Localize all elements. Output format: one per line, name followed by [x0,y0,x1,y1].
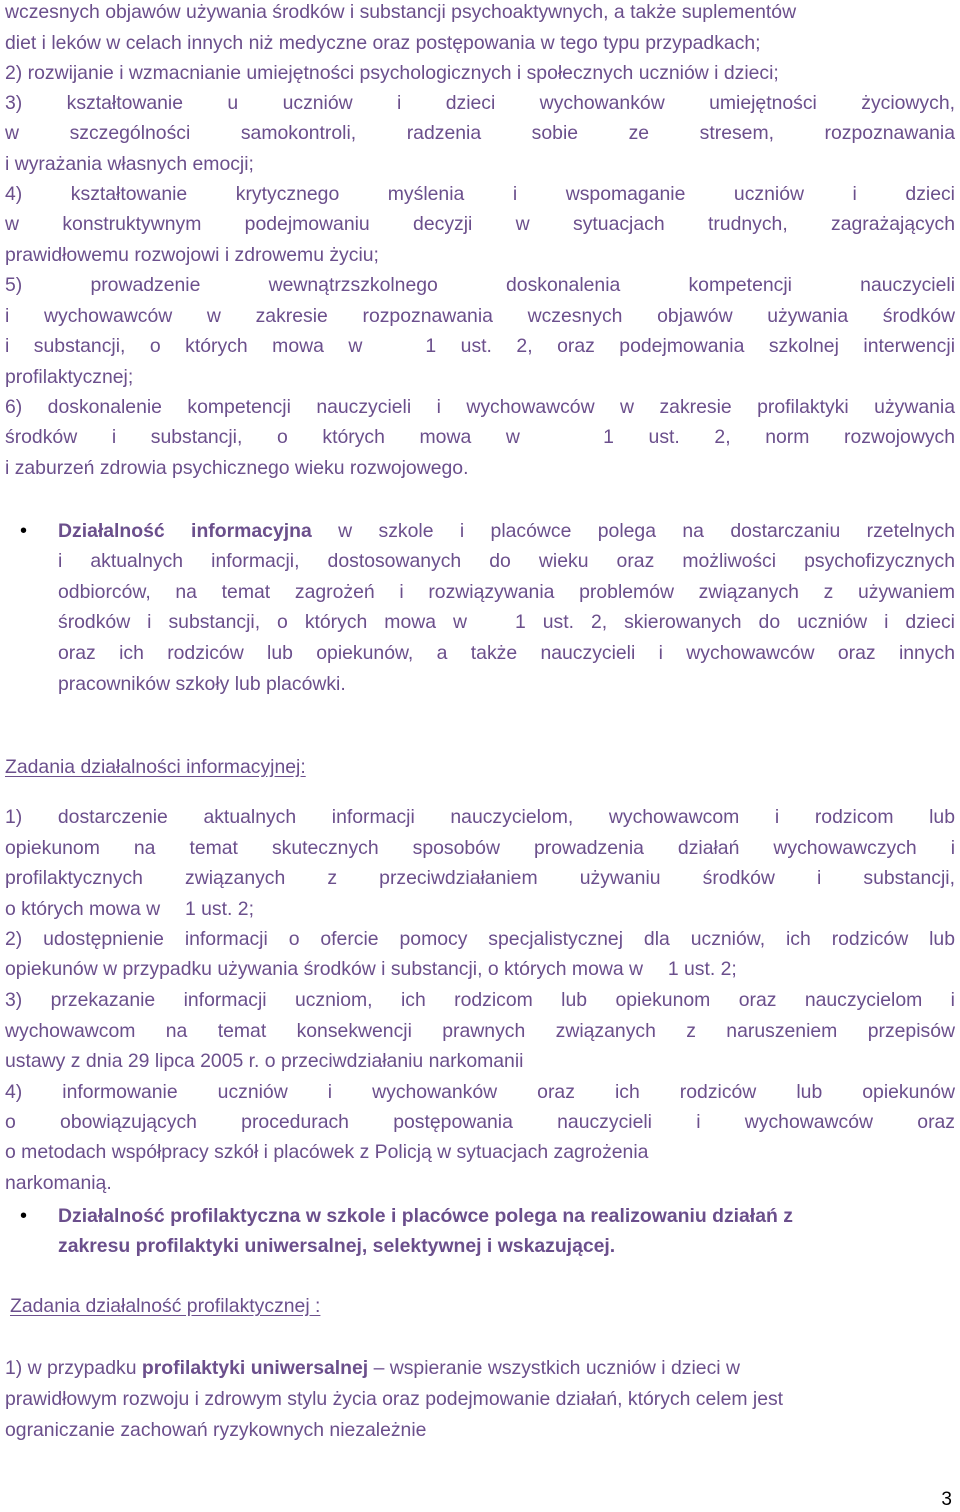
section-heading: Zadania działalności informacyjnej: [5,756,306,778]
text-line: 2) udostępnienie informacji o ofercie pomocy specjalistycznej dla uczniów, ich rodziców lub [5,928,955,950]
text-fragment: 1 ust. 2, oraz podejmowania szkolnej interwencji [425,335,955,357]
text-line: prawidłowym rozwoju i zdrowym stylu życia oraz podejmowanie działań, których celem jest [5,1388,784,1410]
text-fragment: 1 ust. 2; [184,898,254,920]
text-line: i wyrażania własnych emocji; [5,153,254,175]
text-line: oraz ich rodziców lub opiekunów, a także nauczycieli i wychowawców oraz innych [58,642,955,664]
text-line: 5) prowadzenie wewnątrzszkolnego doskonalenia kompetencji nauczycieli [5,274,955,296]
text-line: wczesnych objawów używania środków i substancji psychoaktywnych, a także suplementów [5,1,797,23]
text-fragment: środków i substancji, o których mowa w [5,426,520,448]
text-line: 4) informowanie uczniów i wychowanków oraz ich rodziców lub opiekunów [5,1081,955,1103]
text-fragment: – wspieranie wszystkich uczniów i dzieci w [373,1357,740,1379]
text-line [58,519,955,543]
text-fragment: środków i substancji, o których mowa w [58,611,467,633]
text-line: ustawy z dnia 29 lipca 2005 r. o przeciwdziałaniu narkomanii [5,1050,524,1072]
text-line: i aktualnych informacji, dostosowanych do wieku oraz możliwości psychofizycznych [58,550,955,572]
text-line [5,334,955,358]
text-fragment: 1) w przypadku [5,1357,137,1379]
text-line: 6) doskonalenie kompetencji nauczycieli i wychowawców w zakresie profilaktyki używania [5,396,955,418]
text-line: o metodach współpracy szkół i placówek z Policją w sytuacjach zagrożenia [5,1141,649,1163]
text-line: diet i leków w celach innych niż medyczne oraz postępowania w tego typu przypadkach; [5,32,761,54]
text-fragment: 1 ust. 2, skierowanych do uczniów i dzieci [514,611,955,633]
text-line: wychowawcom na temat konsekwencji prawnych związanych z naruszeniem przepisów [5,1020,955,1042]
text-line: ograniczanie zachowań ryzykownych niezależnie [5,1419,427,1441]
text-line: i wychowawców w zakresie rozpoznawania wczesnych objawów używania środków [5,305,955,327]
text-line: pracowników szkoły lub placówki. [58,673,346,695]
text-line: prawidłowemu rozwojowi i zdrowemu życiu; [5,244,379,266]
text-line: 4) kształtowanie krytycznego myślenia i wspomaganie uczniów i dzieci [5,183,955,205]
text-line: 3) kształtowanie u uczniów i dzieci wychowanków umiejętności życiowych, [5,92,955,114]
text-line: opiekunom na temat skutecznych sposobów prowadzenia działań wychowawczych i [5,837,955,859]
section-heading: Zadania działalność profilaktycznej : [10,1295,321,1317]
text-line: odbiorców, na temat zagrożeń i rozwiązywania problemów związanych z używaniem [58,581,955,603]
bullet-dot-icon: • [20,1205,28,1227]
text-line [5,897,254,921]
section-heading-inline: Działalność informacyjna [58,520,312,542]
text-line: profilaktycznych związanych z przeciwdziałaniem używaniu środków i substancji, [5,867,955,889]
text-line: 1) dostarczenie aktualnych informacji nauczycielom, wychowawcom i rodzicom lub [5,806,955,828]
text-line: zakresu profilaktyki uniwersalnej, selektywnej i wskazującej. [58,1235,616,1257]
page-number: 3 [941,1489,952,1510]
text-line: w szczególności samokontroli, radzenia sobie ze stresem, rozpoznawania [5,122,955,144]
text-fragment: opiekunów w przypadku używania środków i substancji, o których mowa w [5,958,644,980]
text-line: 2) rozwijanie i wzmacnianie umiejętności psychologicznych i społecznych uczniów i dzieci; [5,62,779,84]
text-line [5,1356,740,1380]
text-line: 3) przekazanie informacji uczniom, ich rodzicom lub opiekunom oraz nauczycielom i [5,989,955,1011]
text-line [5,957,737,981]
text-line [58,610,955,634]
bullet-dot-icon: • [20,520,28,542]
text-fragment: 1 ust. 2; [667,958,737,980]
text-fragment: w szkole i placówce polega na dostarczaniu rzetelnych [338,520,956,542]
text-fragment: 1 ust. 2, norm rozwojowych [603,426,955,448]
text-fragment: i substancji, o których mowa w [5,335,363,357]
text-line: i zaburzeń zdrowia psychicznego wieku rozwojowego. [5,457,469,479]
text-line: narkomanią. [5,1172,112,1194]
text-line: w konstruktywnym podejmowaniu decyzji w sytuacjach trudnych, zagrażających [5,213,955,235]
text-line [5,425,955,449]
text-line: o obowiązujących procedurach postępowania nauczycieli i wychowawców oraz [5,1111,955,1133]
text-fragment-bold: profilaktyki uniwersalnej [141,1357,369,1379]
text-fragment: o których mowa w [5,898,161,920]
text-line: profilaktycznej; [5,366,134,388]
text-line: Działalność profilaktyczna w szkole i placówce polega na realizowaniu działań z [58,1205,793,1227]
